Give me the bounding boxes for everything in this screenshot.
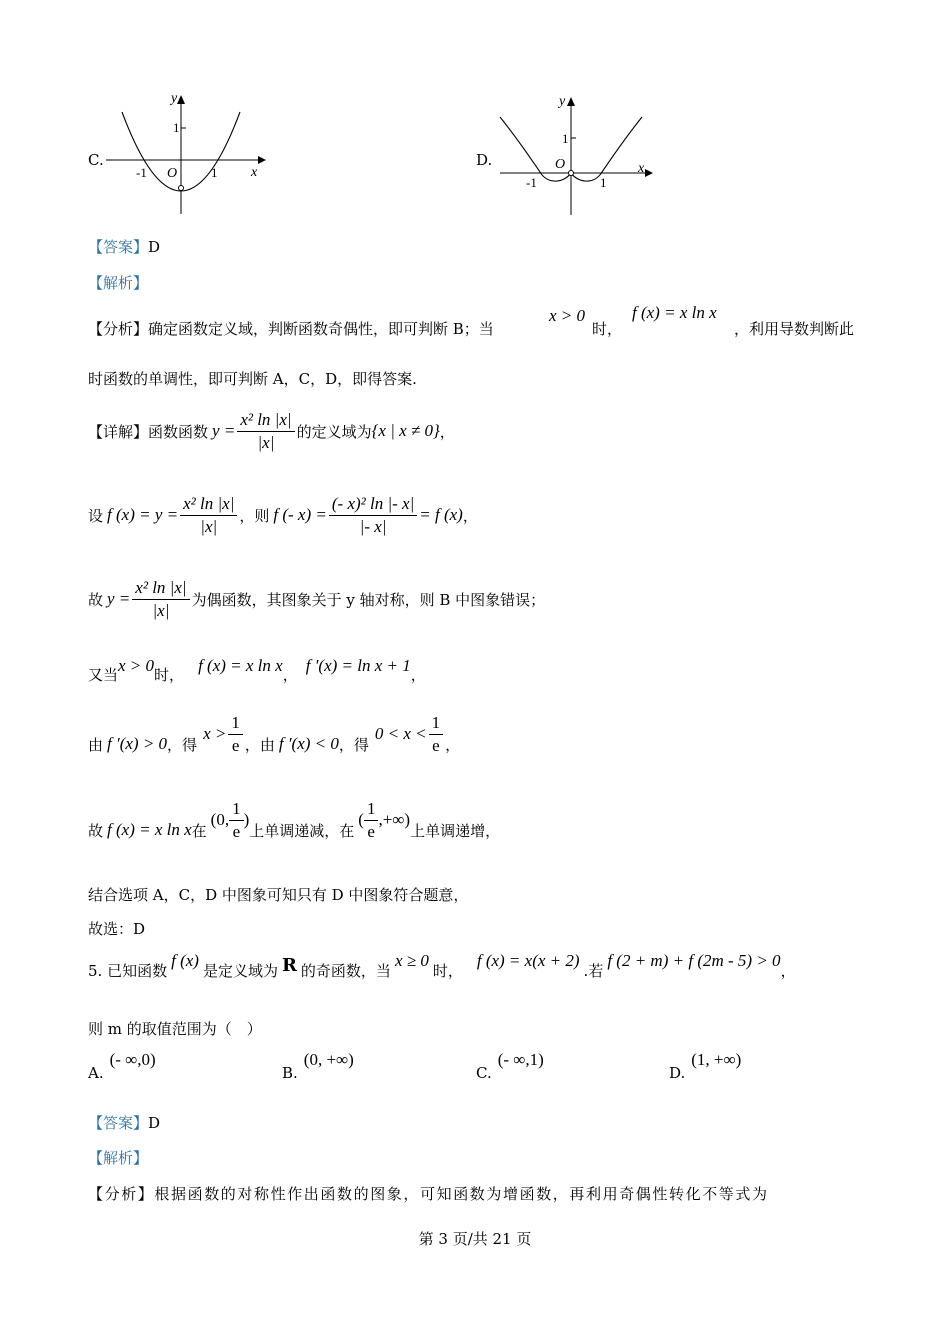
xj-line7: 结合选项 A，C，D 中图象可知只有 D 中图象符合题意， <box>88 886 469 904</box>
c-tick-pos1: 1 <box>211 165 218 180</box>
xj-line6: 故 f (x) = x ln x 在 (0, $\frac{1}{e}$ ) 上单调递减，在 ( $\frac{1}{e}$ ,+∞) 上单调递增， <box>88 798 501 841</box>
c-axis-x: x <box>251 165 258 180</box>
q5-analysis-tag: 【解析】 <box>88 1149 149 1167</box>
xj-line2: 设 f (x) = y = $\frac{\text{x² ln |x|}}{|x|}$ ，则 f (- x) = $\frac{\text{(- x)² ln |- x|}}{|- x|}$ = f (x) ， <box>88 493 478 536</box>
d-origin: O <box>555 157 566 172</box>
d-axis-x: x <box>638 161 645 176</box>
option-d-label: D. <box>476 151 493 169</box>
fenxi-formula: f (x) = x ln x <box>632 303 717 322</box>
d-tick-1: 1 <box>562 131 569 146</box>
c-tick-neg1: -1 <box>136 165 147 180</box>
answer-value: D <box>148 1114 161 1132</box>
fenxi-text2: 时， <box>592 320 623 338</box>
q5-fenxi: 【分析】根据函数的对称性作出函数的图象，可知函数为增函数，再利用奇偶性转化不等式为 <box>88 1185 769 1203</box>
d-axis-y: y <box>559 94 566 109</box>
xiangjie-tag: 【详解】 <box>88 422 149 441</box>
page-footer: 第 3 页/共 21 页 <box>418 1230 532 1248</box>
d-tick-neg1: -1 <box>526 175 537 190</box>
graph-c <box>100 92 270 217</box>
q4-answer <box>88 236 160 257</box>
graph-d <box>495 92 660 217</box>
answer-tag: 【答案】 <box>88 1114 149 1132</box>
option-a[interactable]: A. (- ∞,0) <box>88 1050 156 1082</box>
c-origin: O <box>167 166 178 181</box>
xj-line5: 由 f ′(x) > 0 ，得 x > $\frac{1}{e}$ ，由 f ′(x) < 0 ，得 0 < x < $\frac{1}{e}$ ， <box>88 712 461 755</box>
xj-line1: 【详解】 函数函数 y = $\frac{\text{x² ln |x|}}{|x|}$ 的定义域为 {x | x ≠ 0} ， <box>88 409 455 452</box>
fenxi-text3: ，利用导数判断此 <box>734 320 855 338</box>
c-tick-1: 1 <box>173 120 180 135</box>
q5-answer <box>88 1112 160 1133</box>
c-axis-y: y <box>171 92 178 106</box>
answer-value: D <box>148 238 161 256</box>
answer-tag: 【答案】 <box>88 238 149 256</box>
fenxi-text1: 确定函数定义域，判断函数奇偶性，即可判断 B；当 <box>148 320 494 338</box>
xj-line3: 故 y = $\frac{\text{x² ln |x|}}{|x|}$ 为偶函数，其图象关于 y 轴对称，则 B 中图象错误； <box>88 577 546 620</box>
q5-stem-line1: 5. 已知函数 f (x) 是定义域为 R 的奇函数，当 x ≥ 0 时， f (x) = x(x + 2) .若 f (2 + m) + f (2m - 5) > 0 ， <box>88 951 796 980</box>
q5-stem-line2: 则 m 的取值范围为（ ） <box>88 1020 262 1038</box>
fraction: $\frac{\text{x² ln |x|}}{|x|}$ <box>237 410 294 453</box>
fenxi-line2: 时函数的单调性，即可判断 A，C，D，即得答案. <box>88 370 417 388</box>
option-b[interactable]: B. (0, +∞) <box>282 1050 354 1082</box>
fenxi-cond: x > 0 <box>549 306 586 325</box>
option-c-label: C. <box>88 151 104 169</box>
xj-line4: 又当 x > 0 时， f (x) = x ln x ， f ′(x) = ln x + 1 ， <box>88 656 426 684</box>
q4-fenxi-line1 <box>88 318 494 339</box>
option-d[interactable]: D. (1, +∞) <box>669 1050 742 1082</box>
analysis-tag: 【解析】 <box>88 274 149 292</box>
d-tick-pos1: 1 <box>600 175 607 190</box>
xj-line8: 故选：D <box>88 920 146 938</box>
option-c[interactable]: C. (- ∞,1) <box>476 1050 544 1082</box>
fenxi-tag: 【分析】 <box>88 320 149 338</box>
